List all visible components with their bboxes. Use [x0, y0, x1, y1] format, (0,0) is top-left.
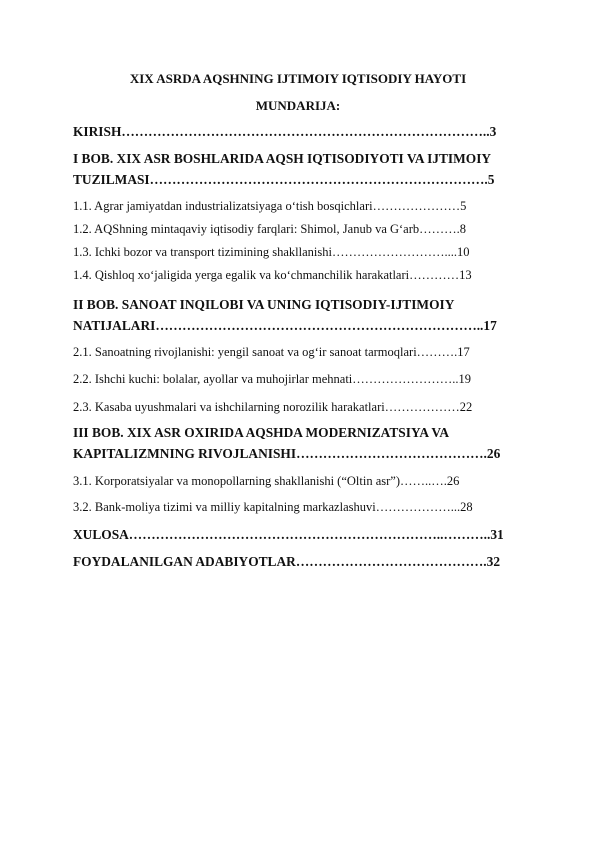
document-title: XIX ASRDA AQSHNING IJTIMOIY IQTISODIY HAYOTI [129, 71, 467, 86]
toc-section-1-1: 1.1. Agrar jamiyatdan industrializatsiyaga o‘tish bosqichlari…………………5 [73, 199, 467, 213]
toc-section-3-1: 3.1. Korporatsiyalar va monopollarning shakllanishi (“Oltin asr”)……..….26 [73, 474, 460, 488]
toc-section-2-2: 2.2. Ishchi kuchi: bolalar, ayollar va muhojirlar mehnati……………………..19 [73, 372, 472, 386]
contents-heading: MUNDARIJA: [255, 98, 341, 113]
toc-section-1-3: 1.3. Ichki bozor va transport tizimining shakllanishi………………………....10 [73, 245, 470, 259]
toc-chapter-2-title-line2: NATIJALARI………………………………………………………………..17 [73, 318, 497, 333]
toc-section-1-2: 1.2. AQShning mintaqaviy iqtisodiy farqlari: Shimol, Janub va G‘arb……….8 [73, 222, 467, 236]
toc-section-1-4: 1.4. Qishloq xo‘jaligida yerga egalik va ko‘chmanchilik harakatlari…………13 [73, 268, 472, 282]
toc-section-2-1: 2.1. Sanoatning rivojlanishi: yengil sanoat va og‘ir sanoat tarmoqlari……….17 [73, 345, 470, 359]
toc-section-3-2: 3.2. Bank-moliya tizimi va milliy kapitalning markazlashuvi………………...28 [73, 500, 473, 514]
toc-entry-conclusion: XULOSA……………………………………………………………..………..31 [73, 527, 504, 542]
toc-chapter-3-title-line1: III BOB. XIX ASR OXIRIDA AQSHDA MODERNIZATSIYA VA [73, 425, 450, 440]
toc-entry-introduction: KIRISH………………………………………………………………………..3 [73, 124, 497, 139]
toc-entry-bibliography: FOYDALANILGAN ADABIYOTLAR…………………………………….32 [73, 554, 501, 569]
toc-section-2-3: 2.3. Kasaba uyushmalari va ishchilarning norozilik harakatlari………………22 [73, 400, 473, 414]
toc-chapter-1-title-line2: TUZILMASI………………………………………………………………….5 [73, 172, 495, 187]
toc-chapter-1-title-line1: I BOB. XIX ASR BOSHLARIDA AQSH IQTISODIYOTI VA IJTIMOIY [73, 151, 492, 166]
toc-chapter-2-title-line1: II BOB. SANOAT INQILOBI VA UNING IQTISODIY-IJTIMOIY [73, 297, 455, 312]
toc-chapter-3-title-line2: KAPITALIZMNING RIVOJLANISHI…………………………………….26 [73, 446, 501, 461]
